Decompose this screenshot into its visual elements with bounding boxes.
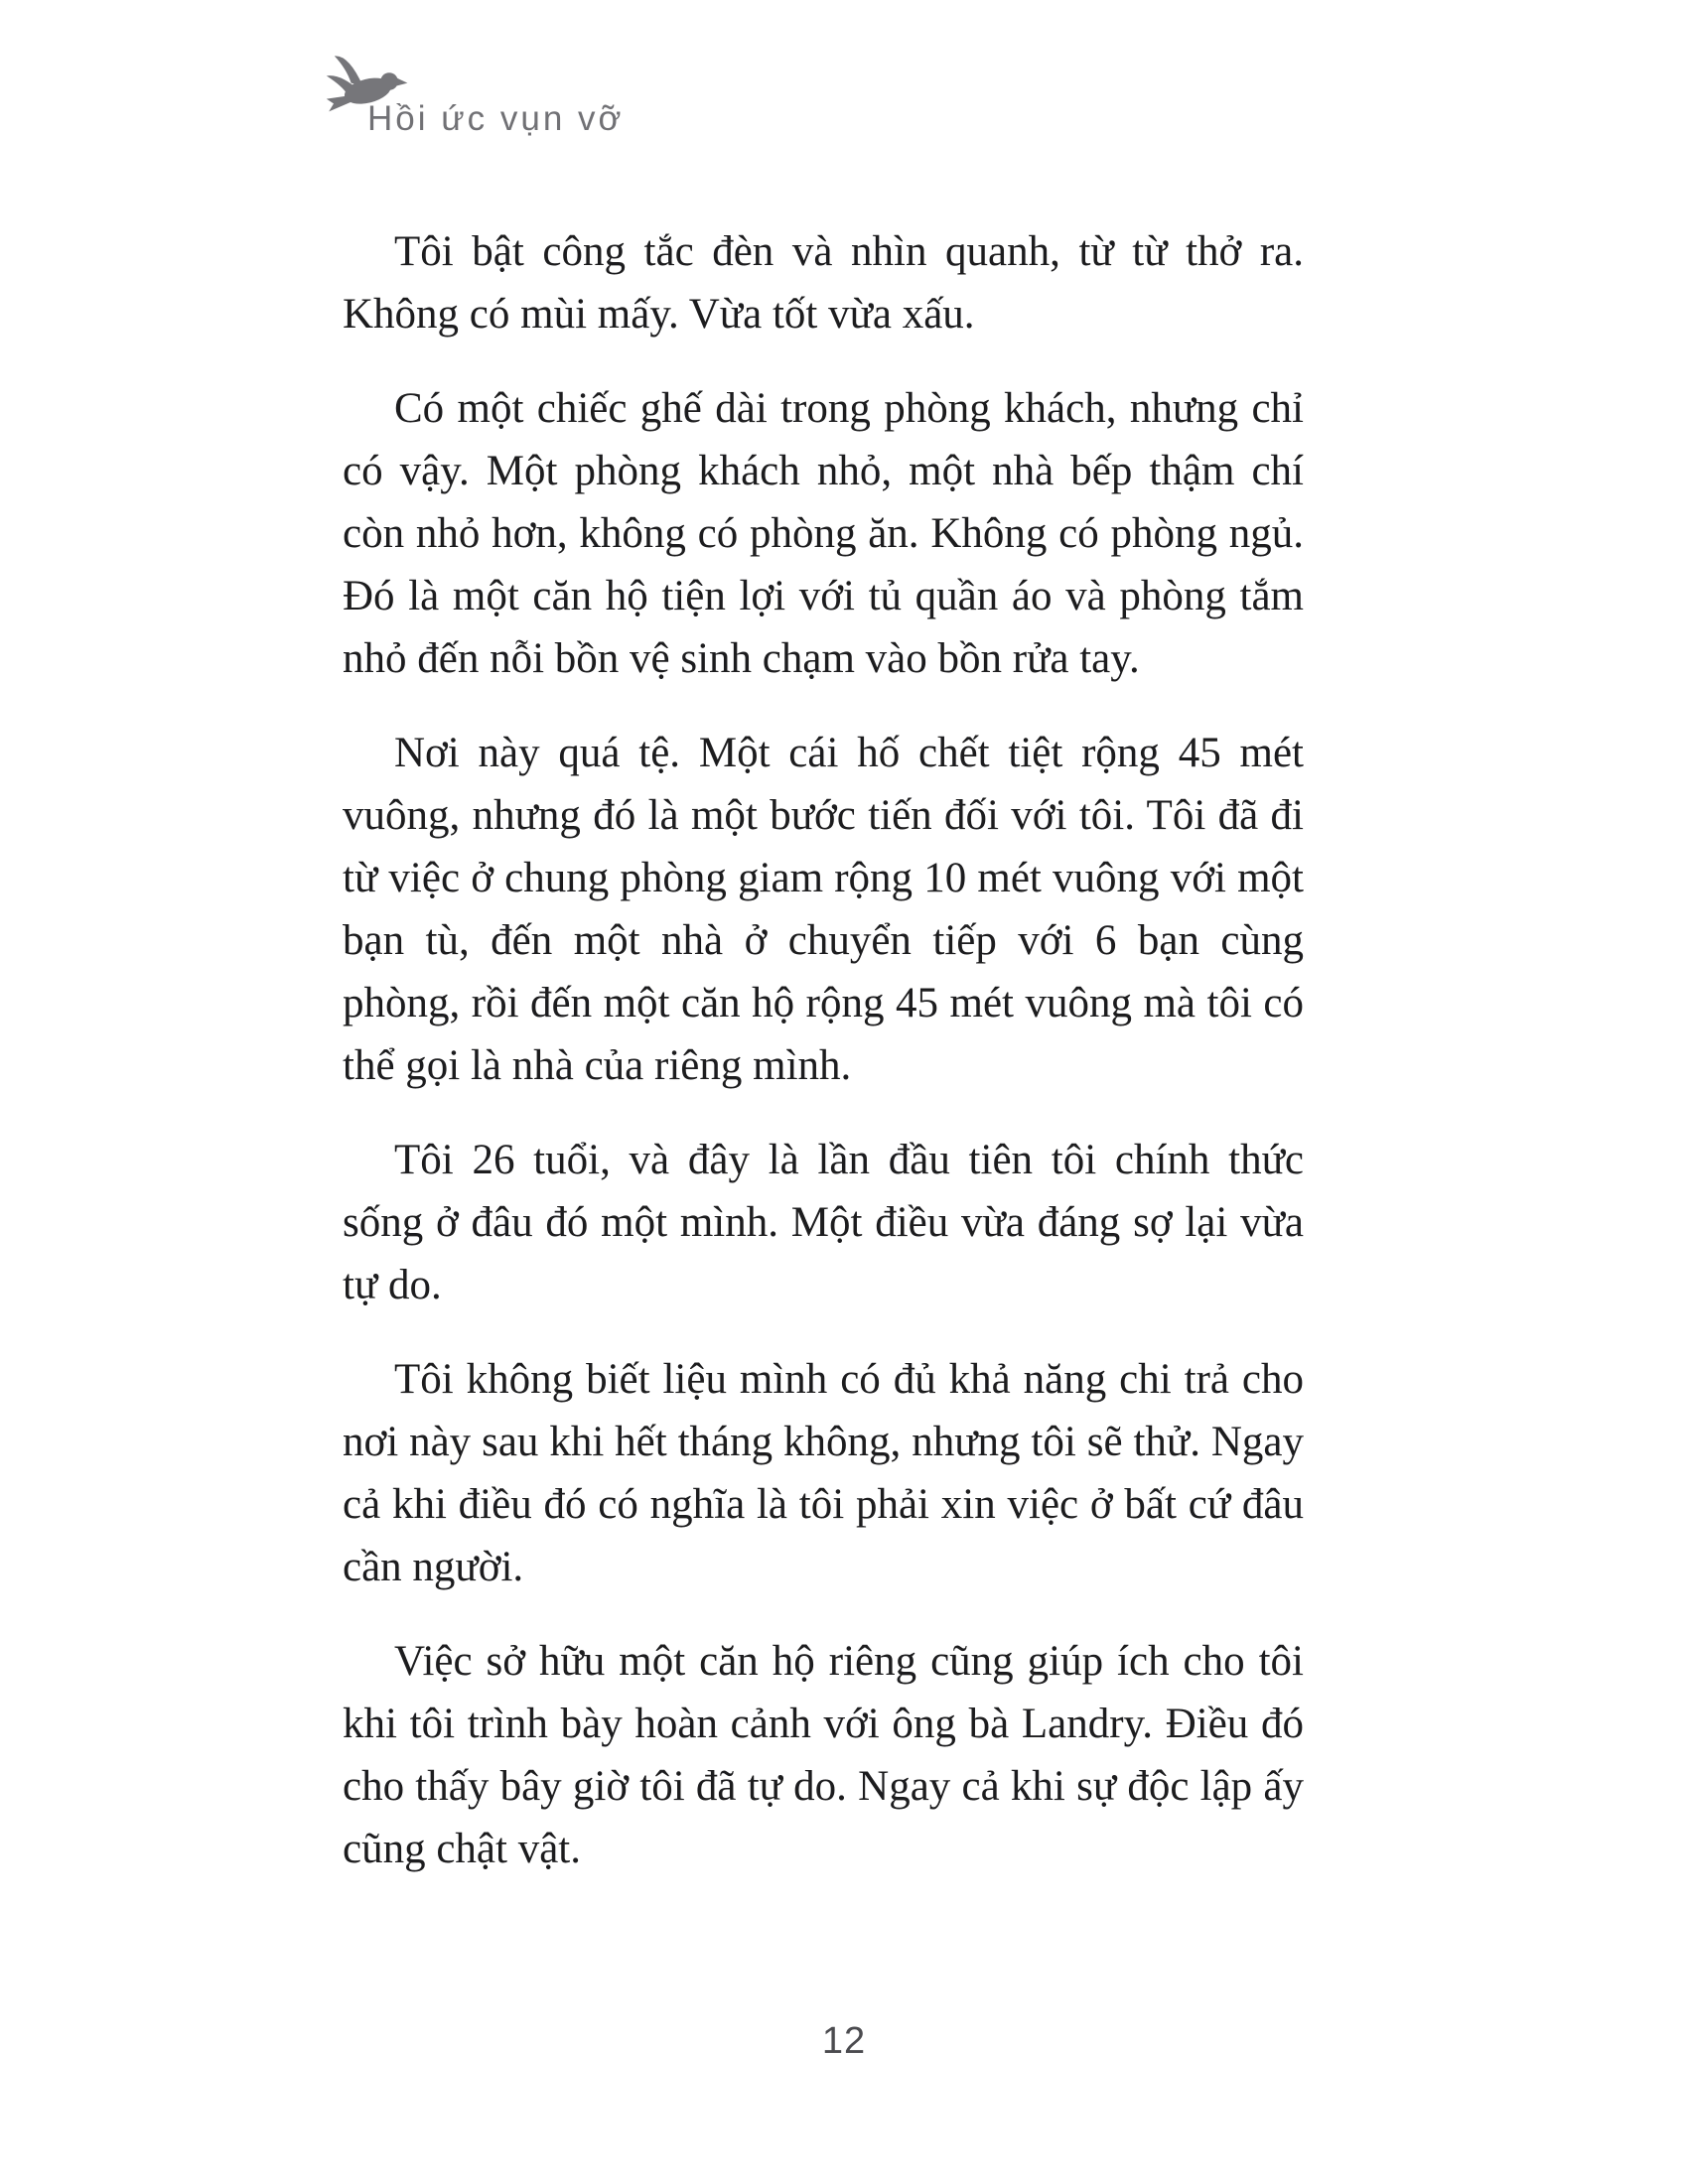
paragraph: Tôi không biết liệu mình có đủ khả năng chi trả cho nơi này sau khi hết tháng không, nhưng tôi sẽ thử. Ngay cả khi điều đó có nghĩa là tôi phải xin việc ở bất cứ đâu cần người. (343, 1356, 1304, 1590)
running-header (316, 50, 733, 149)
paragraph: Có một chiếc ghế dài trong phòng khách, nhưng chỉ có vậy. Một phòng khách nhỏ, một nhà bếp thậm chí còn nhỏ hơn, không có phòng ăn. Không có phòng ngủ. Đó là một căn hộ tiện lợi với tủ quần áo và phòng tắm nhỏ đến nỗi bồn vệ sinh chạm vào bồn rửa tay. (343, 385, 1304, 682)
running-header-title: Hồi ức vụn vỡ (367, 99, 625, 138)
page-footer (0, 2020, 1688, 2063)
body-text (343, 220, 1304, 1912)
paragraph: Tôi bật công tắc đèn và nhìn quanh, từ từ thở ra. Không có mùi mấy. Vừa tốt vừa xấu. (343, 228, 1304, 338)
paragraph: Tôi 26 tuổi, và đây là lần đầu tiên tôi chính thức sống ở đâu đó một mình. Một điều vừa đáng sợ lại vừa tự do. (343, 1137, 1304, 1308)
page-number: 12 (821, 2020, 867, 2062)
paragraph: Nơi này quá tệ. Một cái hố chết tiệt rộng 45 mét vuông, nhưng đó là một bước tiến đối với tôi. Tôi đã đi từ việc ở chung phòng giam rộng 10 mét vuông với một bạn tù, đến một nhà ở chuyển tiếp với 6 bạn cùng phòng, rồi đến một căn hộ rộng 45 mét vuông mà tôi có thể gọi là nhà của riêng mình. (343, 730, 1304, 1089)
paragraph: Việc sở hữu một căn hộ riêng cũng giúp ích cho tôi khi tôi trình bày hoàn cảnh với ông bà Landry. Điều đó cho thấy bây giờ tôi đã tự do. Ngay cả khi sự độc lập ấy cũng chật vật. (343, 1638, 1304, 1872)
